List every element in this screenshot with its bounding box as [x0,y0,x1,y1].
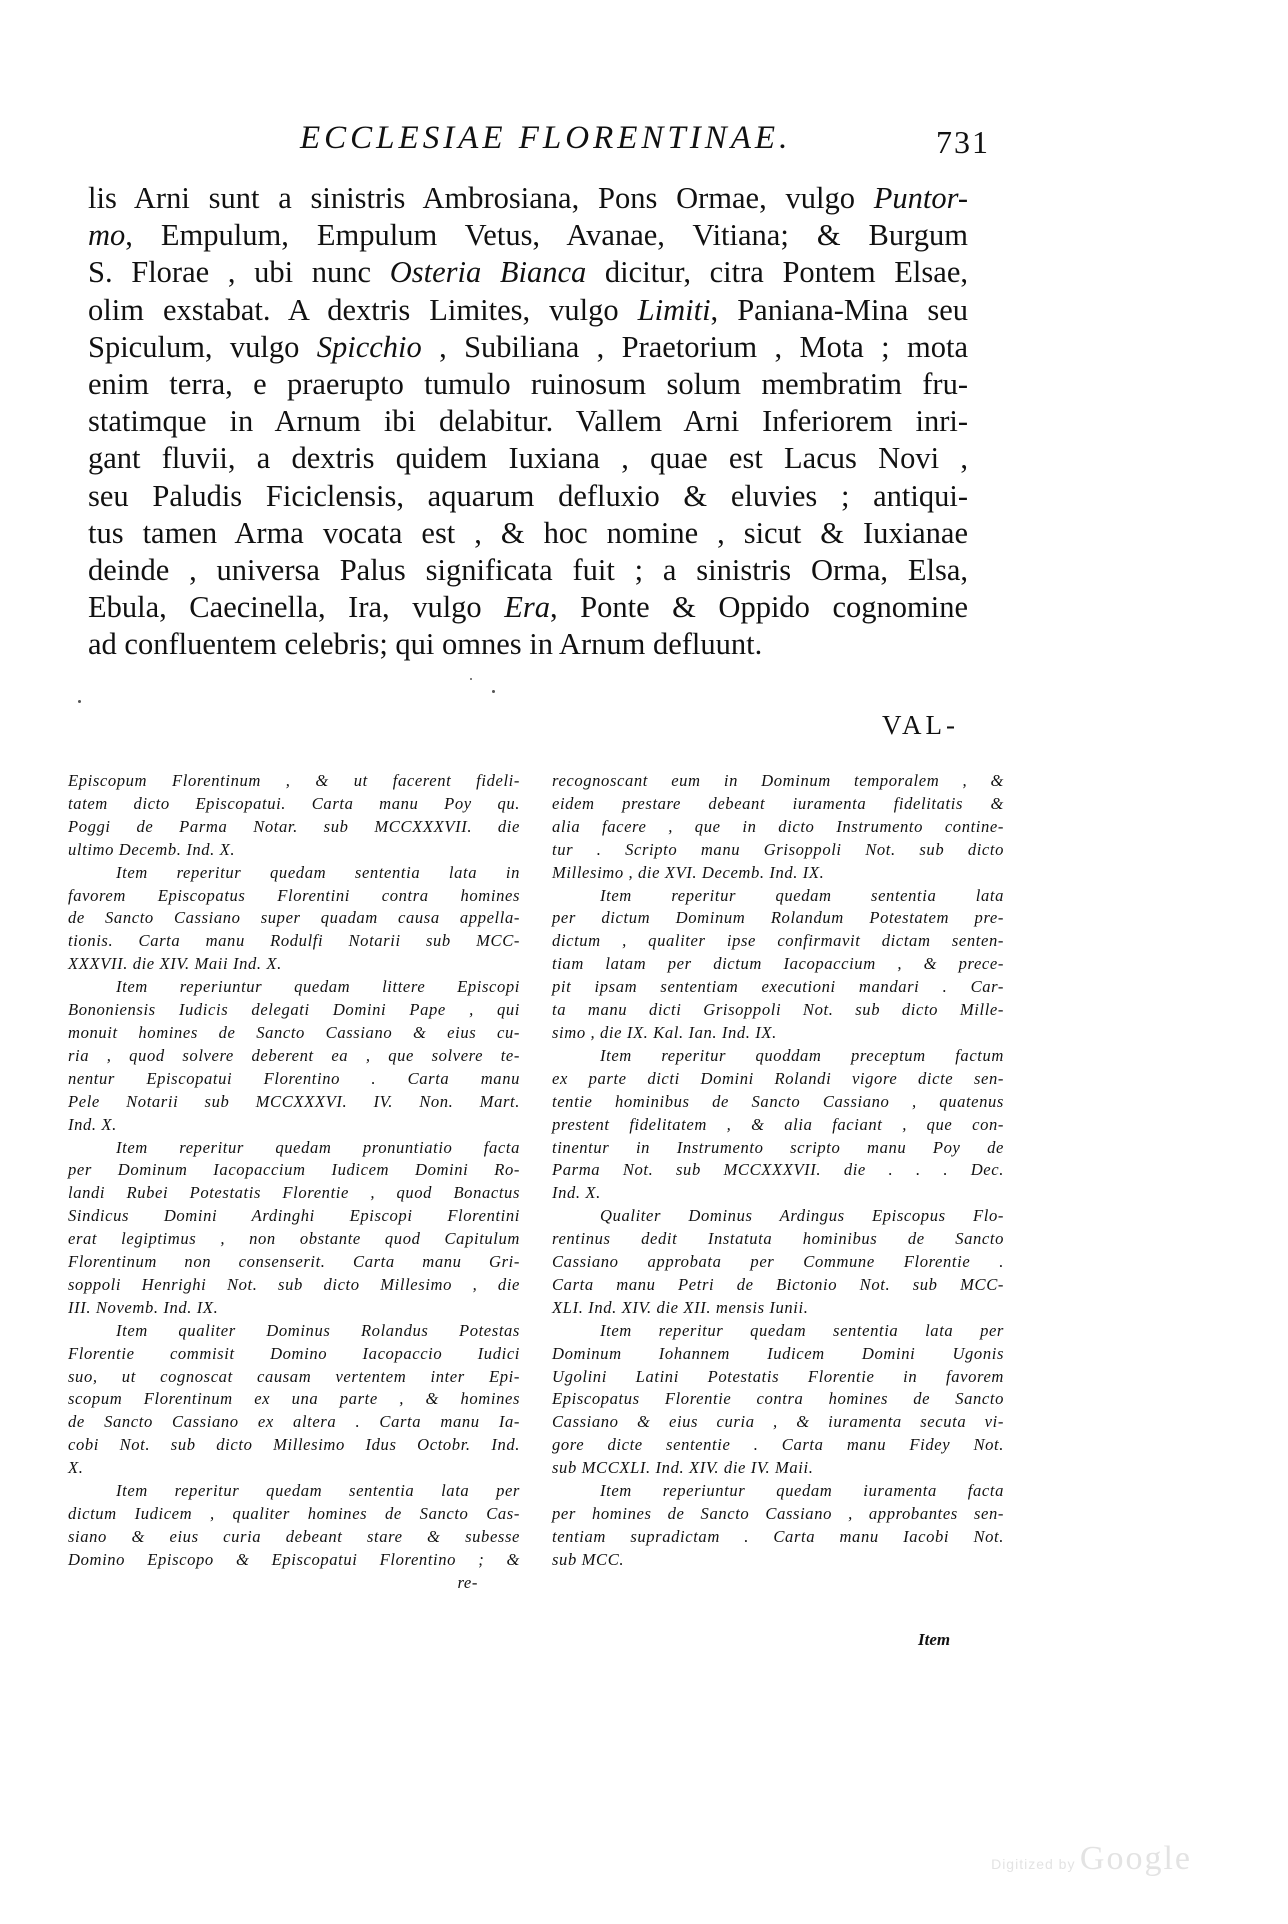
footnote-paragraph [552,885,1004,1045]
footnote-line: Episcopum Florentinum , & ut facerent fideli- [68,771,520,790]
footnote-line: XXXVII. die XIV. Maii Ind. X. [68,954,282,974]
footnote-line: prestent fidelitatem , & alia faciant , que con- [552,1114,1004,1134]
main-text-line: seu Paludis Ficiclensis, aquarum defluxio & eluvies ; antiqui- [88,478,968,513]
main-text-line: statimque in Arnum ibi delabitur. Vallem Arni Inferiorem inri- [88,404,968,439]
footnote-line: tiam latam per dictum Iacopaccium , & prece- [552,954,1004,974]
footnote-line: tentie hominibus de Sancto Cassiano , quatenus [552,1091,1004,1111]
footnote-line: Episcopatus Florentie contra homines de Sancto [552,1389,1004,1409]
footnote-line: per dictum Dominum Rolandum Potestatem pre- [552,908,1004,928]
footnote-line: Item reperitur quoddam preceptum factum [600,1045,1004,1065]
page-header [300,120,990,170]
footnote-paragraph [552,1205,1004,1320]
footnote-line: Ind. X. [68,1114,117,1134]
footnote-line: Qualiter Dominus Ardingus Episcopus Flo- [600,1206,1004,1226]
italic-term: Puntor- [873,181,968,215]
footnote-line: Item reperitur quedam sententia lata per [116,1481,520,1501]
footnotes-left-column [68,770,520,1595]
digitized-watermark [991,1840,1192,1878]
footnote-line: Florentinum non consenserit. Carta manu Gri- [68,1252,520,1272]
footnote-line: nentur Episcopatui Florentino . Carta manu [68,1068,520,1088]
footnote-line: re- [457,1572,478,1592]
footnote-line: sub MCC. [552,1549,625,1569]
footnote-line: Carta manu Petri de Bictonio Not. sub MCC- [552,1274,1004,1294]
footnote-line: Millesimo , die XVI. Decemb. Ind. IX. [552,862,825,882]
footnote-line: ta manu dicti Grisoppoli Not. sub dicto Mille- [552,1000,1004,1020]
footnote-line: alia facere , que in dicto Instrumento contine- [552,816,1004,836]
footnote-line: ex parte dicti Domini Rolandi vigore dicte sen- [552,1068,1004,1088]
google-logo: Google [1079,1840,1192,1877]
footnote-line: XLI. Ind. XIV. die XII. mensis Iunii. [552,1297,809,1317]
footnote-line: Item reperitur quedam sententia lata [600,885,1004,905]
catchword-right: Item [918,1630,951,1649]
footnote-line: dictum Iudicem , qualiter homines de Sancto Cas- [68,1504,520,1523]
main-text-line: tus tamen Arma vocata est , & hoc nomine , sicut & Iuxianae [88,515,968,550]
footnote-line: tionis. Carta manu Rodulfi Notarii sub MCC- [68,931,520,951]
footnote-line: sub MCCXLI. Ind. XIV. die IV. Maii. [552,1458,814,1478]
footnote-line: per Dominum Iacopaccium Iudicem Domini Ro- [68,1160,520,1180]
footnote-line: landi Rubei Potestatis Florentie , quod Bonactus [68,1183,520,1203]
footnote-line: gore dicte sententie . Carta manu Fidey Not. [552,1435,1004,1455]
footnote-paragraph [552,1480,1004,1572]
footnote-line: Item reperitur quedam pronuntiatio facta [116,1137,520,1157]
footnote-line: de Sancto Cassiano ex altera . Carta manu Ia- [68,1412,520,1432]
footnote-line: tentiam supradictam . Carta manu Iacobi Not. [552,1526,1004,1546]
footnote-line: Poggi de Parma Notar. sub MCCXXXVII. die [68,816,520,836]
footnote-line: tur . Scripto manu Grisoppoli Not. sub dicto [552,839,1004,859]
italic-term: Spicchio [316,329,422,364]
footnote-line: Item reperiuntur quedam iuramenta facta [600,1481,1004,1501]
footnote-line: cobi Not. sub dicto Millesimo Idus Octobr. Ind. [68,1435,520,1455]
footnote-line: Sindicus Domini Ardinghi Episcopi Florentini [68,1206,520,1226]
footnote-line: recognoscant eum in Dominum temporalem , & [552,771,1004,790]
catchword-main: VAL- [882,710,960,740]
main-text-line: Ebula, Caecinella, Ira, vulgo Era, Ponte & Oppido cognomine [88,590,968,625]
footnote-line: suo, ut cognoscat causam vertentem inter Epi- [68,1366,520,1386]
footnote-line: siano & eius curia debeant stare & subesse [68,1526,520,1546]
footnote-line: erat legiptimus , non obstante quod Capitulum [68,1229,520,1249]
footnote-line: pit ipsam sententiam executioni mandari . Car- [552,977,1004,997]
main-text-line: Spiculum, vulgo Spicchio , Subiliana , Praetorium , Mota ; mota [88,329,968,364]
footnote-line: scopum Florentinum ex una parte , & homines [68,1389,520,1409]
watermark-prefix: Digitized by [991,1856,1076,1872]
footnote-paragraph [68,1137,520,1320]
footnote-paragraph [68,976,520,1136]
footnote-paragraph [68,1320,520,1480]
footnote-line: Cassiano & eius curia , & iuramenta secuta vi- [552,1412,1004,1432]
footnote-line: dictum , qualiter ipse confirmavit dictam senten- [552,931,1004,951]
footnote-line: Item reperiuntur quedam littere Episcopi [116,977,520,997]
main-text-line: gant fluvii, a dextris quidem Iuxiana , quae est Lacus Novi , [88,441,968,476]
footnote-line: Dominum Iohannem Iudicem Domini Ugonis [552,1343,1004,1363]
running-title: ECCLESIAE FLORENTINAE. [300,120,792,156]
footnote-line: Parma Not. sub MCCXXXVII. die . . . Dec. [552,1160,1004,1180]
main-text-line: enim terra, e praerupto tumulo ruinosum solum membratim fru- [88,367,968,402]
footnote-line: Cassiano approbata per Commune Florentie . [552,1252,1004,1272]
footnote-line: eidem prestare debeant iuramenta fidelitatis & [552,793,1004,813]
footnote-line: Item qualiter Dominus Rolandus Potestas [116,1320,520,1340]
page-number: 731 [936,124,990,160]
footnotes-right-column [552,770,1004,1572]
main-text-line: lis Arni sunt a sinistris Ambrosiana, Pons Ormae, vulgo Puntor- [88,181,968,215]
footnote-line: Bononiensis Iudicis delegati Domini Pape , qui [68,1000,520,1020]
italic-term: Era [504,590,550,625]
footnote-line: rentinus dedit Instatuta hominibus de Sancto [552,1229,1004,1249]
footnote-line: Domino Episcopo & Episcopatui Florentino ; & [68,1549,520,1569]
main-text [88,180,968,664]
footnote-paragraph [552,1320,1004,1480]
footnote-paragraph [68,862,520,977]
main-text-line: deinde , universa Palus significata fuit ; a sinistris Orma, Elsa, [88,553,968,588]
footnote-line: de Sancto Cassiano super quadam causa appella- [68,908,520,928]
footnote-line: III. Novemb. Ind. IX. [68,1297,219,1317]
footnote-paragraph [68,1480,520,1595]
italic-term: mo [88,218,126,253]
main-text-line: olim exstabat. A dextris Limites, vulgo Limiti, Paniana-Mina seu [88,292,968,327]
footnote-line: favorem Episcopatus Florentini contra homines [68,885,520,905]
footnote-line: Ugolini Latini Potestatis Florentie in favorem [552,1366,1004,1386]
footnote-line: Item reperitur quedam sententia lata per [600,1320,1004,1340]
main-text-line: S. Florae , ubi nunc Osteria Bianca dicitur, citra Pontem Elsae, [88,255,968,290]
footnote-line: Item reperitur quedam sententia lata in [116,862,520,882]
footnote-line: Florentie commisit Domino Iacopaccio Iudici [68,1343,520,1363]
footnote-line: simo , die IX. Kal. Ian. Ind. IX. [552,1022,777,1042]
footnote-line: tinentur in Instrumento scripto manu Poy de [552,1137,1004,1157]
italic-term: Limiti [637,292,711,327]
main-text-line: ad confluentem celebris; qui omnes in Arnum defluunt. [88,627,763,662]
footnote-line: Pele Notarii sub MCCXXXVI. IV. Non. Mart. [68,1091,520,1111]
footnote-line: per homines de Sancto Cassiano , approbantes sen- [552,1504,1004,1523]
footnote-paragraph [552,770,1004,885]
footnote-line: ultimo Decemb. Ind. X. [68,839,236,859]
footnote-line: ria , quod solvere deberent ea , que solvere te- [68,1045,520,1065]
footnote-line: tatem dicto Episcopatui. Carta manu Poy qu. [68,793,520,813]
footnote-line: X. [68,1458,84,1478]
footnote-line: Ind. X. [552,1183,601,1203]
footnote-paragraph [552,1045,1004,1205]
footnote-paragraph [68,770,520,862]
main-text-line: mo, Empulum, Empulum Vetus, Avanae, Vitiana; & Burgum [88,218,968,253]
footnote-line: monuit homines de Sancto Cassiano & eius cu- [68,1022,520,1042]
footnote-line: soppoli Henrighi Not. sub dicto Millesimo , die [68,1274,520,1294]
italic-term: Osteria Bianca [389,255,587,290]
